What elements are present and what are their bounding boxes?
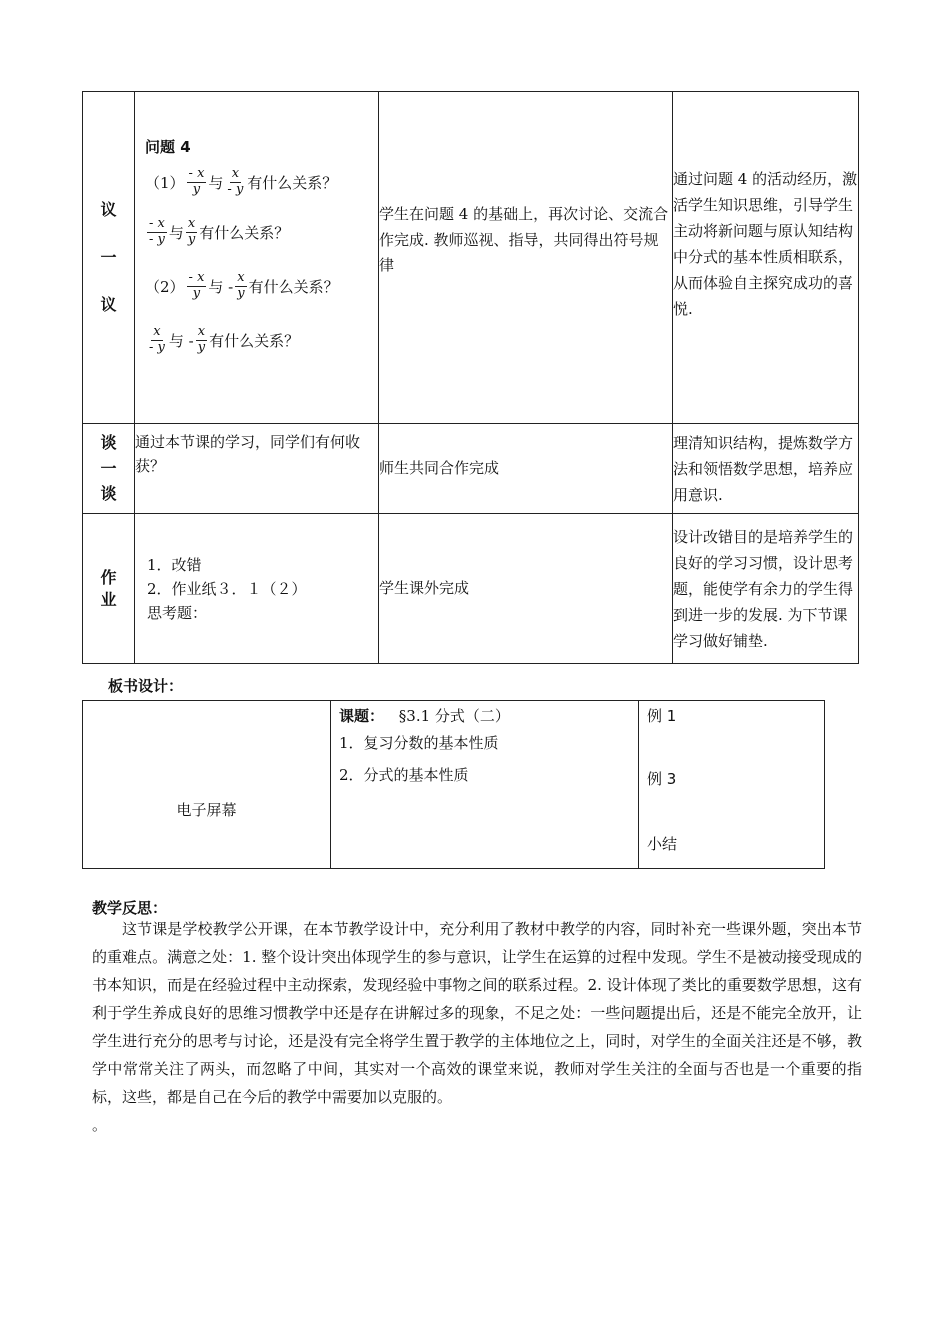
q-suffix: 有什么关系？: [209, 331, 300, 350]
q-mid: 与: [168, 223, 184, 242]
frac-num: x: [187, 216, 196, 232]
design-intent-discuss: 通过问题 4 的活动经历，激活学生知识思维，引导学生主动将新问题与原认知结构中分式的基本性质相联系，从而体验自主探究成功的喜悦.: [673, 92, 859, 424]
frac-num: x: [197, 324, 206, 340]
topic-label: 课题：: [339, 707, 385, 725]
fraction: [225, 167, 245, 197]
label-char: 议: [100, 200, 117, 220]
frac-den: y: [192, 285, 201, 301]
fraction: [235, 271, 246, 301]
question-3: [145, 259, 372, 313]
row-label-homework: [83, 514, 135, 664]
homework-item: 2．作业纸３．１（２）: [147, 579, 307, 598]
label-char: 谈: [100, 484, 117, 504]
fraction: [187, 167, 207, 197]
fraction: [196, 325, 207, 355]
question-4: [145, 313, 372, 367]
frac-num: - x: [188, 166, 205, 182]
screen-label: 电子屏幕: [176, 801, 237, 819]
frac-num: x: [231, 166, 240, 182]
reflection-trailing: 。: [92, 1116, 108, 1134]
reflection-heading: 教学反思：: [92, 899, 168, 917]
topic-line: [339, 705, 630, 727]
board-heading: 板书设计：: [108, 677, 184, 695]
board-design-table: [82, 700, 825, 869]
fraction: [147, 217, 167, 247]
frac-den: - y: [149, 339, 165, 355]
q-suffix: 有什么关系？: [248, 277, 339, 296]
talk-content: 通过本节课的学习，同学们有何收获？: [135, 424, 379, 514]
frac-den: y: [192, 181, 201, 197]
student-activity-talk: 师生共同合作完成: [379, 424, 673, 514]
frac-den: - y: [149, 231, 165, 247]
label-char: 谈: [100, 433, 117, 453]
frac-den: y: [187, 231, 196, 247]
fraction: [147, 325, 167, 355]
screen-cell: [83, 701, 331, 869]
question-2: [145, 205, 372, 259]
frac-den: - y: [227, 181, 244, 197]
q-mid: 与: [208, 173, 224, 192]
homework-item: 1．改错: [147, 555, 202, 574]
frac-den: y: [197, 339, 206, 355]
topic-cell: [331, 701, 639, 869]
q-prefix: （1）: [145, 173, 185, 192]
reflection-body: [92, 915, 862, 1139]
problem-title: 问题 4: [145, 138, 191, 156]
student-activity-discuss: 学生在问题 4 的基础上，再次讨论、交流合作完成. 教师巡视、指导，共同得出符号规律: [379, 92, 673, 424]
student-activity-homework: 学生课外完成: [379, 514, 673, 664]
topic-title: §3.1 分式（二）: [398, 707, 510, 725]
frac-num: x: [237, 270, 245, 286]
table-row-talk: [83, 424, 859, 514]
examples-cell: [639, 701, 825, 869]
board-row: [83, 701, 825, 869]
label-char: 作: [100, 567, 117, 587]
q-mid: 与 -: [168, 331, 194, 350]
q-mid: 与 -: [208, 277, 234, 296]
q-suffix: 有什么关系？: [247, 173, 338, 192]
reflection-text: 这节课是学校教学公开课，在本节教学设计中，充分利用了教材中教学的内容，同时补充一些课外题，突出本节的重难点。满意之处：1. 整个设计突出体现学生的参与意识，让学生在运算的过程中发现。学生不是被动接受现成的书本知识，而是在经验过程中主动探索，发现经验中事物之间的联系过程。2. 设计体现了类比的重要数学思想，这有利于学生养成良好的思维习惯教学中还是存在讲解过多的现象，不足之处：一些问题提出后，还是不能完全放开，让学生进行充分的思考与讨论，还是没有完全将学生置于教学的主体地位之上，同时，对学生的全面关注还是不够，教学中常常关注了两头，而忽略了中间，其实对一个高效的课堂来说，教师对学生关注的全面与否也是一个重要的指标，这些，都是自己在今后的教学中需要加以克服的。: [92, 920, 862, 1106]
label-char: 一: [100, 458, 117, 478]
lesson-plan-table: [82, 91, 859, 664]
frac-num: x: [153, 324, 161, 340]
homework-content: [135, 514, 379, 664]
frac-num: - x: [149, 216, 165, 232]
design-intent-talk: 理清知识结构，提炼数学方法和领悟数学思想，培养应用意识.: [673, 424, 859, 514]
fraction: [186, 217, 197, 247]
table-row-discuss: [83, 92, 859, 424]
label-char: 一: [100, 247, 117, 267]
design-intent-homework: 设计改错目的是培养学生的良好的学习习惯，设计思考题，能使学有余力的学生得到进一步的发展. 为下节课学习做好铺垫.: [673, 514, 859, 664]
row-label-talk: [83, 424, 135, 514]
table-row-homework: [83, 514, 859, 664]
frac-num: - x: [188, 270, 205, 286]
question-1: [145, 159, 372, 205]
q-suffix: 有什么关系？: [199, 223, 290, 242]
board-item: 2．分式的基本性质: [339, 766, 469, 784]
q-prefix: （2）: [145, 277, 185, 296]
label-char: 业: [100, 589, 117, 609]
fraction: [187, 271, 207, 301]
label-char: 议: [100, 295, 117, 315]
homework-item: 思考题：: [147, 603, 208, 622]
problem-cell: [135, 92, 379, 424]
frac-den: y: [237, 285, 245, 301]
row-label-discuss: [83, 92, 135, 424]
summary: 小结: [647, 835, 678, 853]
example-1: 例 1: [647, 707, 677, 725]
board-item: 1．复习分数的基本性质: [339, 734, 499, 752]
example-3: 例 3: [647, 770, 677, 788]
